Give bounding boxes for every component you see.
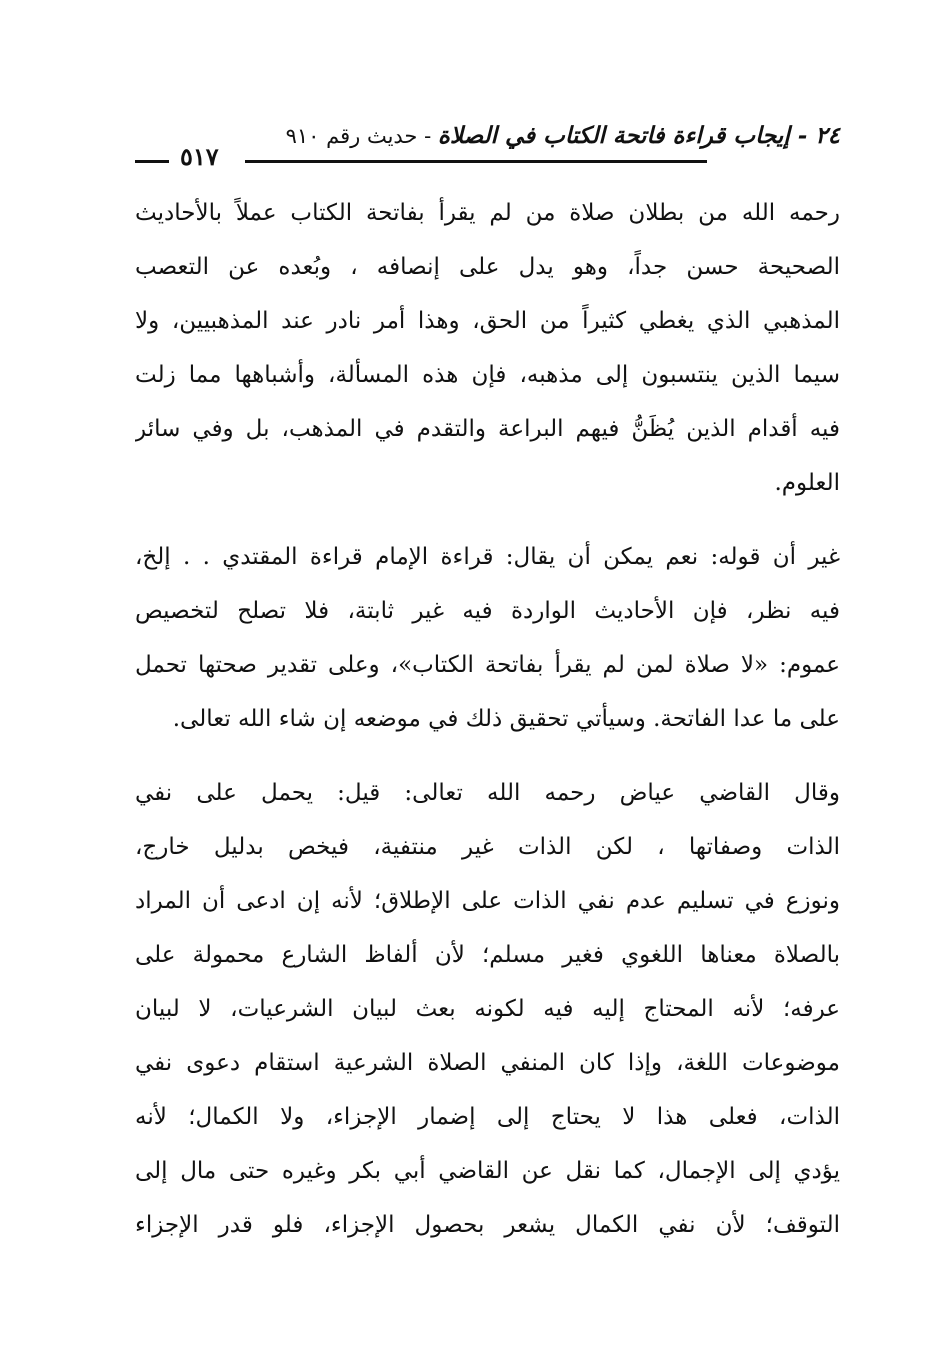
text-line: الذات، فعلى هذا لا يحتاج إلى إضمار الإجزاء، ولا الكمال؛ لأنه xyxy=(135,1104,840,1130)
running-header xyxy=(135,122,840,172)
paragraph-2 xyxy=(135,530,840,746)
text-line: فيه نظر، فإن الأحاديث الواردة فيه غير ثابتة، فلا تصلح لتخصيص xyxy=(135,598,840,624)
text-line: ونوزع في تسليم عدم نفي الذات على الإطلاق؛ لأنه إن ادعى أن المراد xyxy=(135,888,840,914)
text-line: على ما عدا الفاتحة. وسيأتي تحقيق ذلك في موضعه إن شاء الله تعالى. xyxy=(172,706,840,732)
text-line: عموم: «لا صلاة لمن لم يقرأ بفاتحة الكتاب»، وعلى تقدير صحتها تحمل xyxy=(135,652,840,678)
text-line: الذات وصفاتها ، لكن الذات غير منتفية، فيخص بدليل خارج، xyxy=(135,834,840,860)
text-line: المذهبي الذي يغطي كثيراً من الحق، وهذا أمر نادر عند المذهبيين، ولا xyxy=(135,308,840,334)
text-line: موضوعات اللغة، وإذا كان المنفي الصلاة الشرعية استقام دعوى نفي xyxy=(135,1050,840,1076)
page-number: ٥١٧ xyxy=(180,142,219,171)
text-line: التوقف؛ لأن نفي الكمال يشعر بحصول الإجزاء، فلو قدر الإجزاء xyxy=(135,1212,840,1238)
page-number-dash xyxy=(135,160,169,163)
text-line: وقال القاضي عياض رحمه الله تعالى: قيل: يحمل على نفي xyxy=(135,780,840,806)
chapter-title xyxy=(286,122,840,149)
text-line: رحمه الله من بطلان صلاة من لم يقرأ بفاتحة الكتاب عملاً بالأحاديث xyxy=(135,200,840,226)
chapter-title-text: ٢٤ - إيجاب قراءة فاتحة الكتاب في الصلاة xyxy=(437,122,840,149)
text-line: فيه أقدام الذين يُظَنُّ فيهم البراعة والتقدم في المذهب، بل وفي سائر xyxy=(135,416,840,442)
text-line: العلوم. xyxy=(774,470,840,496)
text-line: الصحيحة حسن جداً، وهو يدل على إنصافه ، وبُعده عن التعصب xyxy=(135,254,840,280)
text-line: بالصلاة معناها اللغوي فغير مسلم؛ لأن ألفاظ الشارع محمولة على xyxy=(135,942,840,968)
text-line: عرفه؛ لأنه المحتاج إليه فيه لكونه بعث لبيان الشرعيات، لا لبيان xyxy=(135,996,840,1022)
text-line: غير أن قوله: نعم يمكن أن يقال: قراءة الإمام قراءة المقتدي . . إلخ، xyxy=(135,544,840,570)
paragraph-3 xyxy=(135,766,840,1252)
text-line: سيما الذين ينتسبون إلى مذهبه، فإن هذه المسألة، وأشباهها مما زلت xyxy=(135,362,840,388)
text-line: يؤدي إلى الإجمال، كما نقل عن القاضي أبي بكر وغيره حتى مال إلى xyxy=(135,1158,840,1184)
body-text xyxy=(135,186,840,1272)
header-rule xyxy=(245,160,707,163)
hadith-number: - حديث رقم ٩١٠ xyxy=(285,124,438,148)
paragraph-1 xyxy=(135,186,840,510)
